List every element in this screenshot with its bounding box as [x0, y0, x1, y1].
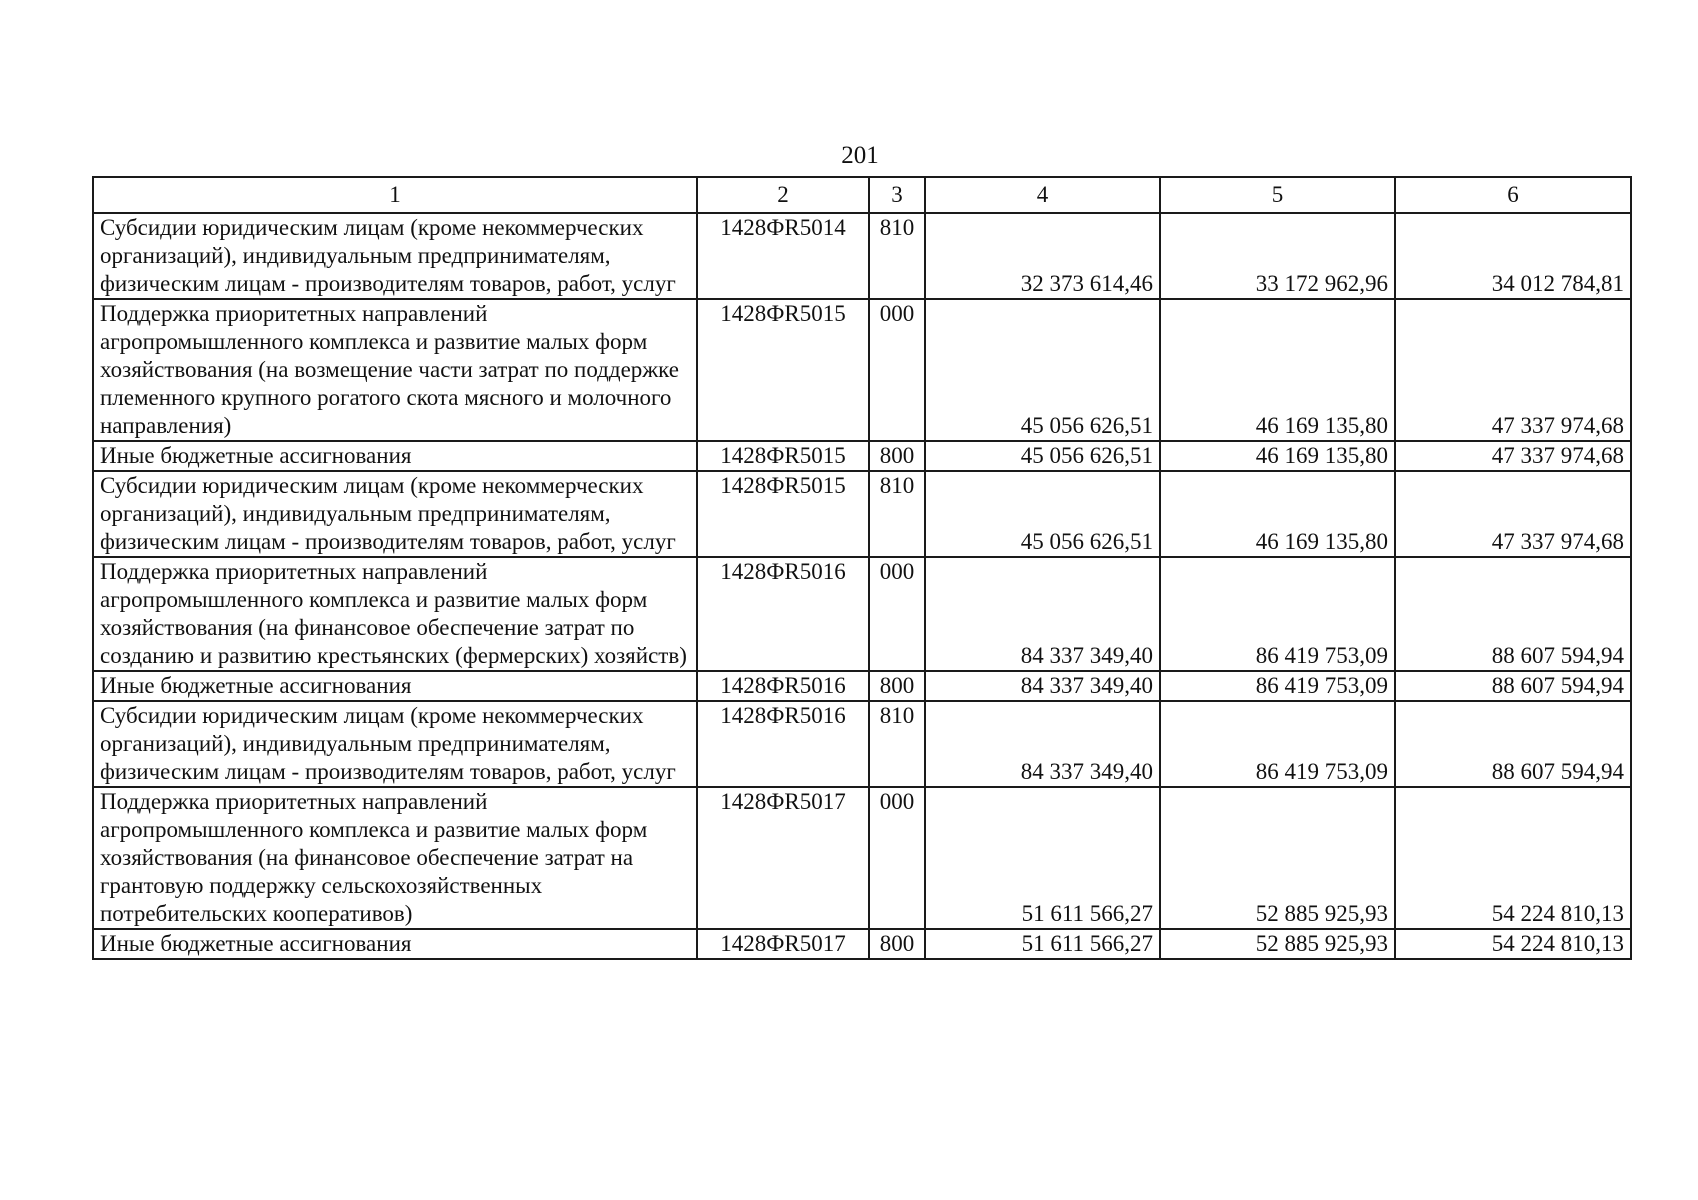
amount-col-4: 84 337 349,40: [925, 671, 1160, 701]
table-row: [93, 929, 1631, 959]
amount-col-6: 88 607 594,94: [1395, 671, 1631, 701]
expense-name: Поддержка приоритетных направлений агропромышленного комплекса и развитие малых форм хозяйствования (на возмещение части затрат по поддержке племенного крупного рогатого скота мясного и молочного направления): [93, 299, 697, 441]
table-row: [93, 787, 1631, 929]
expense-name: Поддержка приоритетных направлений агропромышленного комплекса и развитие малых форм хозяйствования (на финансовое обеспечение затрат на грантовую поддержку сельскохозяйственных потребительских кооперативов): [93, 787, 697, 929]
table-row: [93, 671, 1631, 701]
page-number: 201: [841, 142, 879, 169]
expense-name: Иные бюджетные ассигнования: [93, 441, 697, 471]
column-header-5: 5: [1160, 177, 1395, 213]
expense-name: Субсидии юридическим лицам (кроме некоммерческих организаций), индивидуальным предпринимателям, физическим лицам - производителям товаров, работ, услуг: [93, 213, 697, 299]
amount-col-4: 45 056 626,51: [925, 441, 1160, 471]
amount-col-5: 86 419 753,09: [1160, 557, 1395, 671]
amount-col-4: 84 337 349,40: [925, 557, 1160, 671]
column-header-2: 2: [697, 177, 869, 213]
column-header-3: 3: [869, 177, 925, 213]
expense-type-code: 810: [869, 701, 925, 787]
amount-col-5: 52 885 925,93: [1160, 929, 1395, 959]
expense-name: Субсидии юридическим лицам (кроме некоммерческих организаций), индивидуальным предпринимателям, физическим лицам - производителям товаров, работ, услуг: [93, 471, 697, 557]
amount-col-6: 54 224 810,13: [1395, 929, 1631, 959]
expense-name: Субсидии юридическим лицам (кроме некоммерческих организаций), индивидуальным предпринимателям, физическим лицам - производителям товаров, работ, услуг: [93, 701, 697, 787]
table-row: [93, 441, 1631, 471]
amount-col-6: 47 337 974,68: [1395, 471, 1631, 557]
expense-type-code: 810: [869, 213, 925, 299]
amount-col-5: 86 419 753,09: [1160, 671, 1395, 701]
budget-table: [92, 176, 1632, 960]
amount-col-5: 52 885 925,93: [1160, 787, 1395, 929]
table-row: [93, 557, 1631, 671]
amount-col-5: 46 169 135,80: [1160, 471, 1395, 557]
target-article-code: 1428ФR5016: [697, 701, 869, 787]
target-article-code: 1428ФR5015: [697, 441, 869, 471]
amount-col-4: 45 056 626,51: [925, 471, 1160, 557]
amount-col-5: 33 172 962,96: [1160, 213, 1395, 299]
expense-type-code: 800: [869, 441, 925, 471]
amount-col-4: 32 373 614,46: [925, 213, 1160, 299]
amount-col-4: 84 337 349,40: [925, 701, 1160, 787]
amount-col-6: 47 337 974,68: [1395, 441, 1631, 471]
table-header-row: [93, 177, 1631, 213]
target-article-code: 1428ФR5015: [697, 299, 869, 441]
expense-type-code: 810: [869, 471, 925, 557]
amount-col-6: 47 337 974,68: [1395, 299, 1631, 441]
expense-type-code: 000: [869, 299, 925, 441]
amount-col-6: 54 224 810,13: [1395, 787, 1631, 929]
amount-col-4: 51 611 566,27: [925, 929, 1160, 959]
expense-name: Поддержка приоритетных направлений агропромышленного комплекса и развитие малых форм хозяйствования (на финансовое обеспечение затрат по созданию и развитию крестьянских (фермерских) хозяйств): [93, 557, 697, 671]
amount-col-6: 34 012 784,81: [1395, 213, 1631, 299]
table-row: [93, 299, 1631, 441]
column-header-4: 4: [925, 177, 1160, 213]
table-row: [93, 471, 1631, 557]
target-article-code: 1428ФR5014: [697, 213, 869, 299]
expense-name: Иные бюджетные ассигнования: [93, 929, 697, 959]
amount-col-4: 45 056 626,51: [925, 299, 1160, 441]
table-row: [93, 213, 1631, 299]
expense-name: Иные бюджетные ассигнования: [93, 671, 697, 701]
expense-type-code: 000: [869, 557, 925, 671]
expense-type-code: 800: [869, 929, 925, 959]
amount-col-4: 51 611 566,27: [925, 787, 1160, 929]
target-article-code: 1428ФR5016: [697, 671, 869, 701]
amount-col-6: 88 607 594,94: [1395, 701, 1631, 787]
table-row: [93, 701, 1631, 787]
target-article-code: 1428ФR5015: [697, 471, 869, 557]
expense-type-code: 800: [869, 671, 925, 701]
target-article-code: 1428ФR5016: [697, 557, 869, 671]
column-header-1: 1: [93, 177, 697, 213]
expense-type-code: 000: [869, 787, 925, 929]
amount-col-5: 86 419 753,09: [1160, 701, 1395, 787]
amount-col-5: 46 169 135,80: [1160, 441, 1395, 471]
amount-col-6: 88 607 594,94: [1395, 557, 1631, 671]
target-article-code: 1428ФR5017: [697, 929, 869, 959]
target-article-code: 1428ФR5017: [697, 787, 869, 929]
column-header-6: 6: [1395, 177, 1631, 213]
amount-col-5: 46 169 135,80: [1160, 299, 1395, 441]
